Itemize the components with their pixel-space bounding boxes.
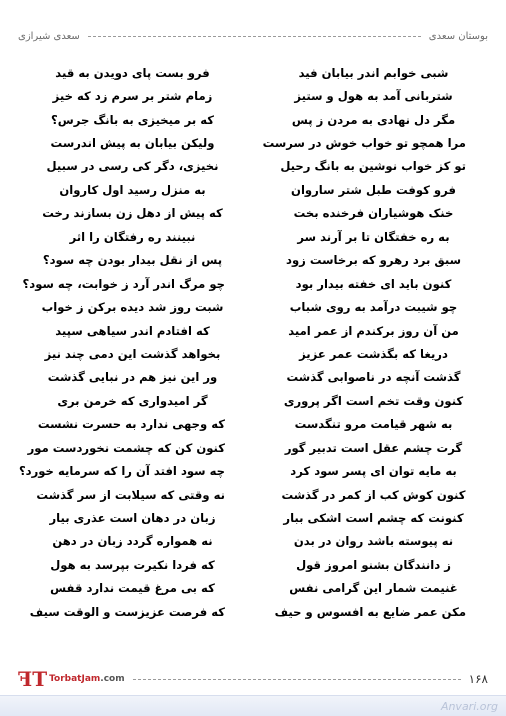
logo-tld: .com [100,674,125,684]
beyt-row [40,108,466,131]
misra-right: گرت چشم عقل است تدبیر گور [284,440,463,455]
misra-left: که افتادم اندر سیاهی سپید [55,323,210,338]
beyt-row [18,459,466,482]
beyt-row [40,225,466,248]
misra-left: ولیکن بیابان به پیش اندرست [50,136,215,151]
book-title: بوستان سعدی [428,30,488,42]
watermark-bar [0,695,506,716]
author-name: سعدی شیرازی [18,30,80,42]
misra-left: ور این نیز هم در نبایی گذشت [47,370,218,385]
misra-right: شتربانی آمد به هول و ستیز [294,89,453,104]
misra-right: شبی خوابم اندر بیابان فید [298,65,449,80]
misra-left: نخیزی، دگر کی رسی در سبیل [46,159,219,174]
beyt-row [40,178,466,201]
misra-right: فرو کوفت طبل شتر ساروان [291,182,456,197]
misra-right: سبق برد رهرو که برخاست زود [286,253,461,268]
beyt-row [29,600,466,623]
poem-body [18,61,466,624]
misra-left: نبینند ره رفتگان را اثر [69,229,196,244]
misra-left: نه وقتی که سیلابت از سر گذشت [36,487,225,502]
torbatjam-logo-icon: ꟻT [18,667,48,691]
page-footer [18,668,488,690]
misra-right: مکن عمر ضایع به افسوس و حیف [274,604,466,619]
misra-left: که بر میخیزی به بانگ جرس؟ [51,112,214,127]
beyt-row [27,436,466,459]
misra-right: کنونت که چشم است اشکی ببار [283,511,464,526]
beyt-row [40,295,466,318]
misra-left: گر امیدواری که خرمن بری [57,393,208,408]
misra-right: نه پیوسته باشد روان در بدن [293,534,454,549]
misra-right: غنیمت شمار این گرامی نفس [289,581,458,596]
misra-left: که فرصت عزیزست و الوقت سیف [29,604,225,619]
misra-left: به منزل رسید اول کاروان [59,182,206,197]
beyt-row [40,155,466,178]
misra-left: زمام شتر بر سرم زد که خیز [52,89,213,104]
misra-right: مگر دل نهادی به مردن ز پس [291,112,456,127]
page-number: ۱۶۸ [468,672,488,686]
beyt-row [40,202,466,225]
beyt-row [40,553,466,576]
misra-left: شبت روز شد دیده برکن ز خواب [41,300,224,315]
misra-left: که فردا نکیرت بپرسد به هول [50,557,215,572]
logo-brand: TorbatJam [49,674,101,684]
misra-right: کنون باید ای خفته بیدار بود [295,276,452,291]
misra-left: که بی مرغ قیمت ندارد قفس [50,581,215,596]
beyt-row [40,84,466,107]
beyt-row [40,131,466,154]
misra-right: خنک هوشیاران فرخنده بخت [293,206,454,221]
beyt-row [40,342,466,365]
misra-left: پس از نقل بیدار بودن چه سود؟ [42,253,223,268]
misra-right: کنون کوش کب از کمر در گذشت [281,487,466,502]
beyt-row [40,389,466,412]
beyt-row [40,506,466,529]
misra-right: به شهر قیامت مرو تنگدست [294,417,453,432]
misra-right: کنون وقت تخم است اگر پروری [283,393,464,408]
misra-left: چه سود افتد آن را که سرمایه خورد؟ [18,464,225,479]
misra-right: من آن روز برکندم از عمر امید [288,323,459,338]
misra-left: زبان در دهان است عذری بیار [49,511,216,526]
misra-right: ز دانندگان بشنو امروز قول [296,557,451,572]
beyt-row [40,61,466,84]
misra-right: به مایه توان ای پسر سود کرد [290,464,457,479]
beyt-row [40,319,466,342]
misra-right: گذشت آنچه در ناصوابی گذشت [286,370,461,385]
site-logo [18,669,125,689]
beyt-row [36,483,466,506]
misra-right: دریغا که بگذشت عمر عزیز [299,346,448,361]
misra-left: کنون کن که چشمت نخوردست مور [27,440,225,455]
footer-divider [133,679,461,680]
beyt-row [40,530,466,553]
misra-right: به ره خفتگان تا بر آرند سر [297,229,450,244]
beyt-row [37,413,466,436]
misra-left: بخواهد گذشت این دمی چند نیز [44,346,221,361]
beyt-row [22,272,466,295]
watermark-text: Anvari.org [440,700,498,713]
misra-left: فرو بست پای دویدن به قید [55,65,210,80]
page-header [18,28,488,44]
misra-right: چو شیبت درآمد به روی شباب [289,300,458,315]
misra-right: مرا همچو تو خواب خوش در سرست [262,136,466,151]
beyt-row [40,577,466,600]
beyt-row [40,366,466,389]
header-divider [88,36,421,37]
beyt-row [40,249,466,272]
misra-left: که وجهی ندارد به حسرت نشست [37,417,225,432]
misra-left: نه همواره گردد زبان در دهن [52,534,213,549]
misra-right: تو کز خواب نوشین به بانگ رحیل [280,159,466,174]
misra-left: چو مرگ اندر آرد ز خوابت، چه سود؟ [22,276,225,291]
misra-left: که پیش از دهل زن بسازند رخت [42,206,223,221]
